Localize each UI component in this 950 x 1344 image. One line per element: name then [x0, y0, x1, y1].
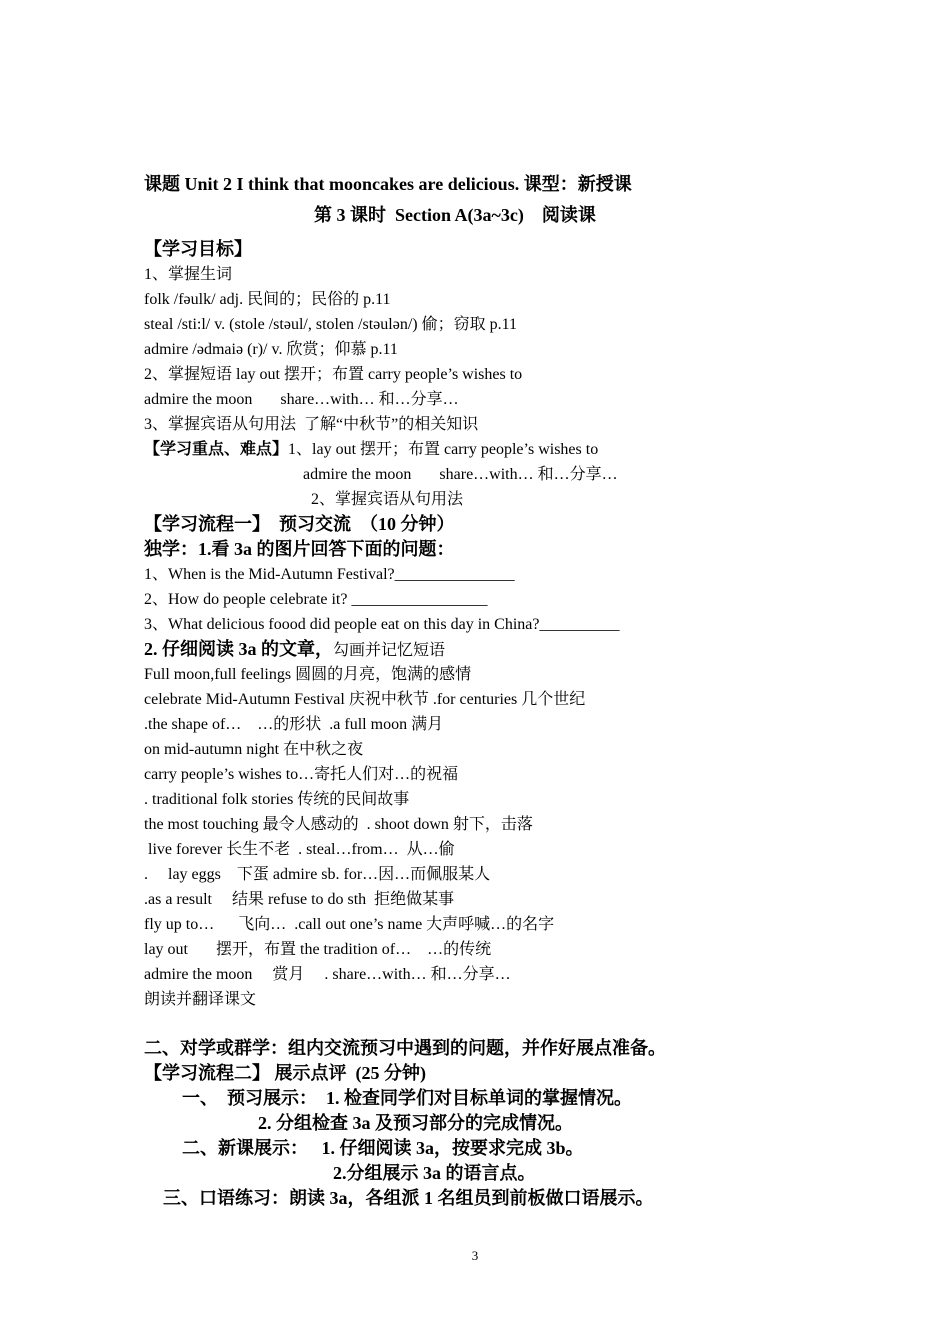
phrase-line: .the shape of… …的形状 .a full moon 满月 — [144, 716, 444, 733]
goals-heading: 【学习目标】 — [144, 239, 252, 259]
phrase-line: . lay eggs 下蛋 admire sb. for…因…而佩服某人 — [144, 866, 491, 883]
keypoints-item: 2、掌握宾语从句用法 — [311, 491, 464, 508]
phrase-line: celebrate Mid-Autumn Festival 庆祝中秋节 .for centuries 几个世纪 — [144, 691, 586, 708]
flow2-newlesson-2: 2.分组展示 3a 的语言点。 — [333, 1163, 536, 1183]
goal-line: 2、掌握短语 lay out 摆开；布置 carry people’s wishes to — [144, 366, 523, 383]
phrase-line: carry people’s wishes to…寄托人们对…的祝福 — [144, 766, 459, 783]
goal-line: admire the moon share…with… 和…分享… — [144, 391, 459, 408]
lesson-subtitle: 第 3 课时 Section A(3a~3c) 阅读课 — [314, 205, 596, 225]
goal-line: steal /sti:l/ v. (stole /stəul/, stolen /stəulən/) 偷；窃取 p.11 — [144, 316, 518, 333]
phrase-line: admire the moon 赏月 . share…with… 和…分享… — [144, 966, 511, 983]
phrase-line: lay out 摆开，布置 the tradition of… …的传统 — [144, 941, 492, 958]
phrase-line: . traditional folk stories 传统的民间故事 — [144, 791, 410, 808]
flow1-heading: 【学习流程一】 预习交流 （10 分钟） — [144, 514, 455, 534]
keypoints-item: 1、lay out 摆开；布置 carry people’s wishes to — [288, 441, 599, 458]
goal-line: 1、掌握生词 — [144, 266, 233, 283]
phrase-line: 朗读并翻译课文 — [144, 991, 257, 1008]
phrase-line: .as a result 结果 refuse to do sth 拒绝做某事 — [144, 891, 455, 908]
goal-line: admire /ədmaiə (r)/ v. 欣赏；仰慕 p.11 — [144, 341, 398, 358]
page-number: 3 — [471, 1248, 479, 1263]
keypoints-label: 【学习重点、难点】 — [144, 441, 289, 458]
phrase-line: fly up to… 飞向… .call out one’s name 大声呼喊…的名字 — [144, 916, 555, 933]
lesson-title: 课题 Unit 2 I think that mooncakes are delicious. 课型：新授课 — [144, 174, 632, 194]
flow2-heading: 【学习流程二】 展示点评 (25 分钟) — [144, 1063, 426, 1083]
question-line: 3、What delicious foood did people eat on this day in China?__________ — [144, 616, 620, 633]
keypoints-line — [144, 439, 598, 461]
phrase-line: Full moon,full feelings 圆圆的月亮，饱满的感情 — [144, 666, 472, 683]
flow1-sub2-bold: 2. 仔细阅读 3a 的文章， — [144, 639, 333, 659]
flow1-sub2-rest: 勾画并记忆短语 — [333, 642, 446, 659]
phrase-line: on mid-autumn night 在中秋之夜 — [144, 741, 364, 758]
goal-line: 3、掌握宾语从句用法 了解“中秋节”的相关知识 — [144, 416, 479, 433]
question-line: 2、How do people celebrate it? _________________ — [144, 591, 488, 608]
flow2-preview-2: 2. 分组检查 3a 及预习部分的完成情况。 — [258, 1113, 573, 1133]
question-line: 1、When is the Mid-Autumn Festival?_______________ — [144, 566, 515, 583]
phrase-line: live forever 长生不老 . steal…from… 从…偷 — [144, 841, 455, 858]
pair-group-study: 二、对学或群学：组内交流预习中遇到的问题，并作好展点准备。 — [144, 1038, 666, 1058]
keypoints-item: admire the moon share…with… 和…分享… — [303, 466, 618, 483]
flow1-sub2 — [144, 638, 445, 662]
flow2-preview-1: 一、 预习展示： 1. 检查同学们对目标单词的掌握情况。 — [182, 1088, 632, 1108]
goal-line: folk /fəulk/ adj. 民间的；民俗的 p.11 — [144, 291, 391, 308]
phrase-line: the most touching 最令人感动的 . shoot down 射下，击落 — [144, 816, 533, 833]
flow2-oral: 三、口语练习：朗读 3a，各组派 1 名组员到前板做口语展示。 — [163, 1188, 654, 1208]
flow1-sub1: 独学：1.看 3a 的图片回答下面的问题： — [144, 539, 455, 559]
flow2-newlesson-1: 二、新课展示： 1. 仔细阅读 3a，按要求完成 3b。 — [182, 1138, 584, 1158]
